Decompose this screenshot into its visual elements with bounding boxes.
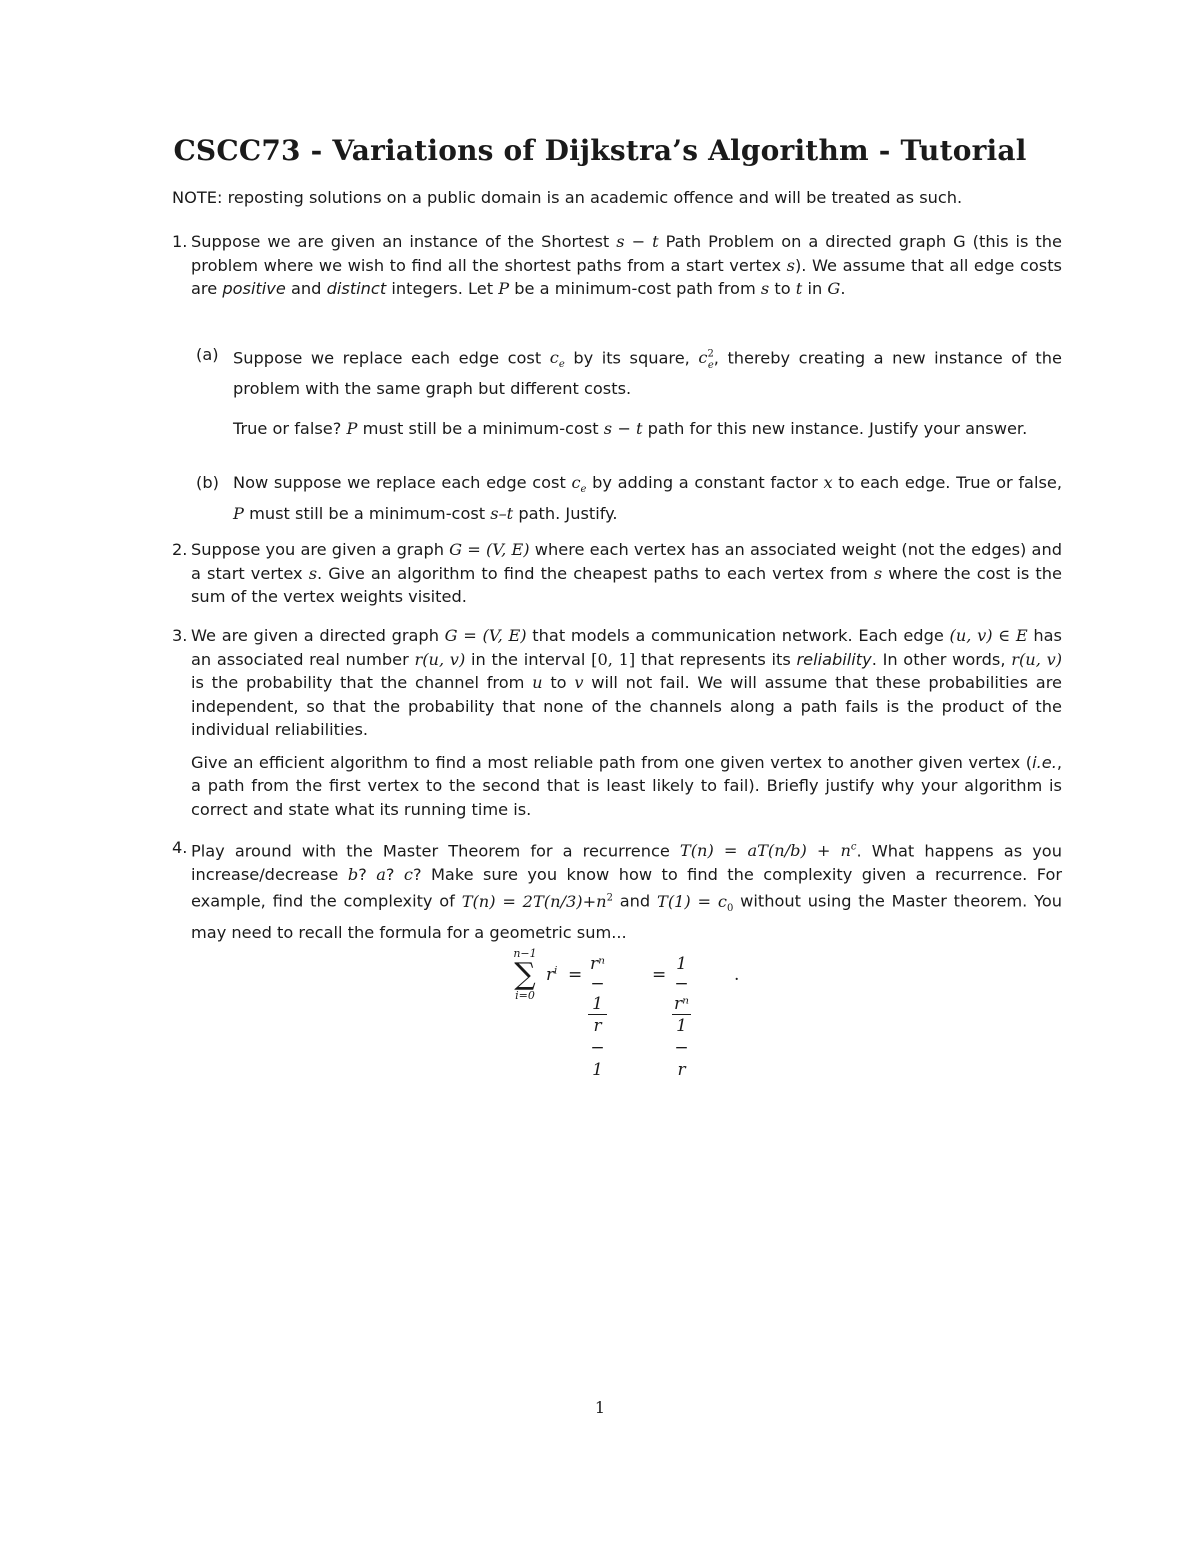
question-number: 2. bbox=[172, 540, 188, 559]
question-1 bbox=[172, 230, 1062, 301]
question-3-task: Give an efficient algorithm to find a most reliable path from one given vertex to another given vertex (i.e., a path from the first vertex to the second that is least likely to fail). Briefly justify why your algorithm is correct and state what its running time is. bbox=[191, 752, 1062, 819]
formula-period: . bbox=[734, 965, 740, 985]
question-2 bbox=[172, 538, 1062, 609]
fraction-2-denominator: 1 − r bbox=[672, 1014, 691, 1081]
academic-note: NOTE: reposting solutions on a public domain is an academic offence and will be treated as such. bbox=[172, 188, 963, 207]
question-number: 4. bbox=[172, 838, 188, 857]
equals-sign: = bbox=[652, 965, 667, 985]
question-1a-text: Suppose we replace each edge cost $c_e$ by its square, $c^2_e$, thereby creating a new instance of the problem with the same graph but different costs. bbox=[233, 348, 1062, 399]
document-title: CSCC73 - Variations of Dijkstra’s Algorithm - Tutorial bbox=[173, 134, 1027, 167]
question-1a-prompt: True or false? P must still be a minimum-cost s − t path for this new instance. Justify your answer. bbox=[233, 418, 1028, 438]
equals-sign: = bbox=[568, 965, 583, 985]
question-4 bbox=[172, 836, 1062, 944]
fraction-1 bbox=[588, 954, 607, 1081]
question-number: 1. bbox=[172, 232, 188, 251]
question-3-text: We are given a directed graph G = (V, E) that models a communication network. Each edge (u, v) ∈ E has an associated real number r(u, v) in the interval [0, 1] that represents its reliability. In other words, r(u, v) is the probability that the channel from u to v will not fail. We will assume that these probabilities are independent, so that the probability that none of the channels along a path fails is the product of the individual reliabilities. bbox=[191, 626, 1063, 739]
question-1-text: Suppose we are given an instance of the Shortest s − t Path Problem on a directed graph G (this is the problem where we wish to find all the shortest paths from a start vertex s). We assume that all edge costs are positive and distinct integers. Let P be a minimum-cost path from s to t in G. bbox=[191, 232, 1062, 298]
question-1b bbox=[172, 471, 1062, 525]
fraction-1-denominator: r − 1 bbox=[588, 1014, 607, 1081]
fraction-2 bbox=[672, 954, 691, 1081]
question-1b-text: Now suppose we replace each edge cost $c_e$ by adding a constant factor x to each edge. True or false, P must still be a minimum-cost s–t path. Justify. bbox=[233, 473, 1062, 523]
question-number: 3. bbox=[172, 626, 188, 645]
sum-lower-limit: i=0 bbox=[515, 989, 535, 1002]
page-number: 1 bbox=[594, 1398, 606, 1417]
question-3 bbox=[172, 624, 1062, 821]
subquestion-label: (a) bbox=[196, 345, 219, 364]
subquestion-label: (b) bbox=[196, 473, 219, 492]
fraction-1-numerator: rⁿ − 1 bbox=[590, 954, 606, 1014]
sigma-symbol: ∑ bbox=[514, 957, 536, 992]
question-2-text: Suppose you are given a graph G = (V, E) where each vertex has an associated weight (not the edges) and a start vertex s. Give an algorithm to find the cheapest paths to each vertex from s where the cost is the sum of the vertex weights visited. bbox=[191, 540, 1062, 606]
summation bbox=[508, 948, 542, 1002]
sum-term: $r^i$ bbox=[546, 965, 558, 985]
question-4-text: Play around with the Master Theorem for a recurrence $T(n) = aT(n/b) + n^c$. What happens as you increase/decrease b? a? c? Make sure you know how to find the complexity given a recurrence. For example, find the complexity of $T(n) = 2T(n/3)+n^2$ and $T(1) = c_0$ without using the Master theorem. You may need to recall the formula for a geometric sum... bbox=[191, 841, 1063, 942]
fraction-2-numerator: 1 − rⁿ bbox=[674, 954, 690, 1014]
question-1a bbox=[172, 343, 1062, 440]
sum-upper-limit: n−1 bbox=[513, 947, 537, 960]
